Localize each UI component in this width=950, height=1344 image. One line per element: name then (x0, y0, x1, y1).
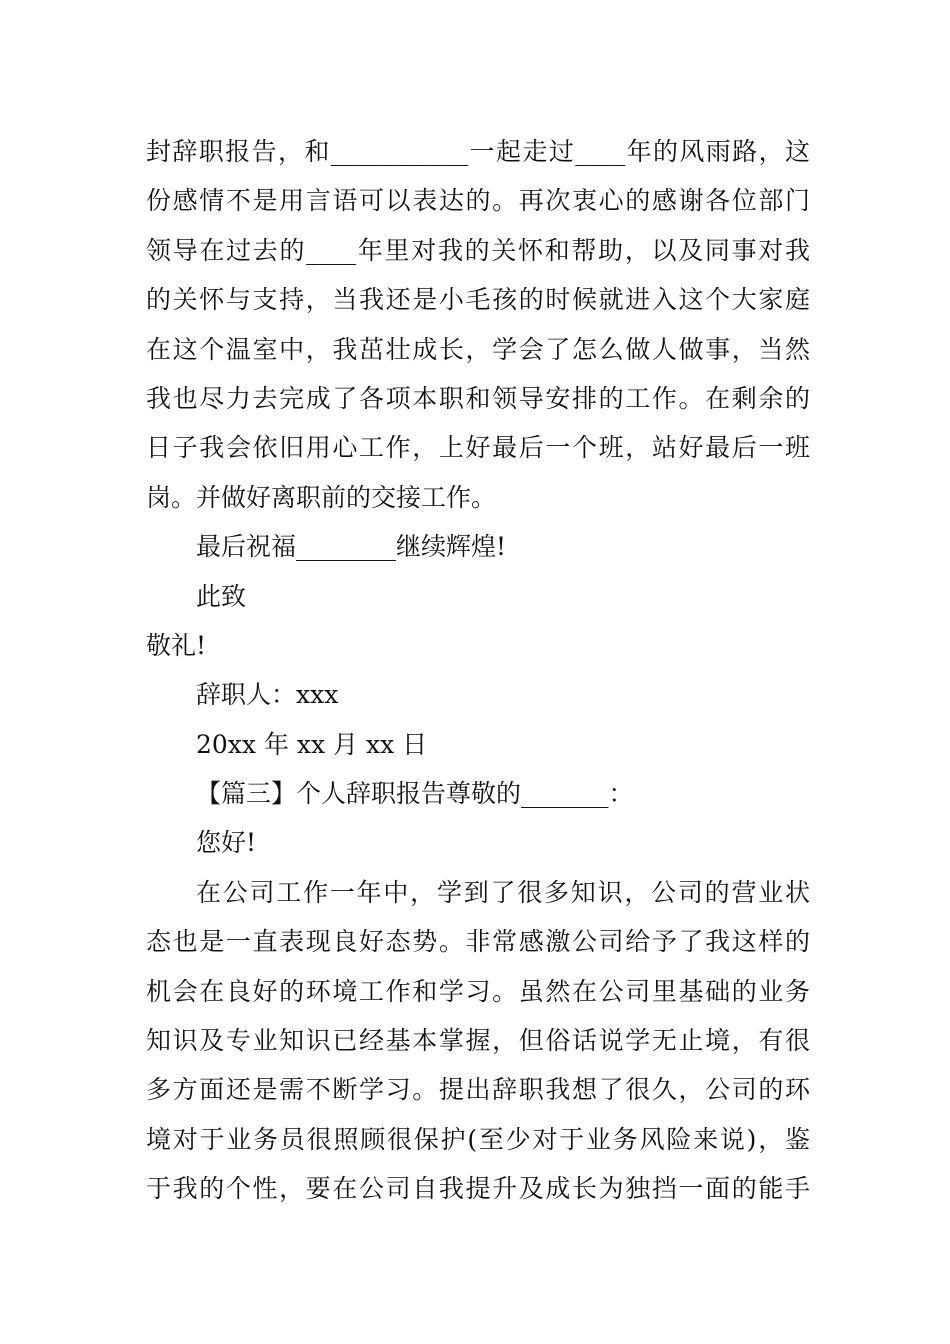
closing-wish: 最后祝福________继续辉煌! (196, 532, 507, 562)
document-body (146, 127, 810, 1214)
text-line: 机会在良好的环境工作和学习。虽然在公司里基础的业务 (146, 976, 810, 1006)
text-line: 我也尽力去完成了各项本职和领导安排的工作。在剩余的 (146, 383, 810, 413)
text-line: 境对于业务员很照顾很保护(至少对于业务风险来说)，鉴 (146, 1124, 810, 1154)
text-line: 封辞职报告，和___________一起走过____年的风雨路，这 (146, 137, 810, 166)
text-line: 在公司工作一年中，学到了很多知识，公司的营业状 (196, 877, 810, 907)
text-line: 多方面还是需不断学习。提出辞职我想了很久，公司的环 (146, 1075, 810, 1105)
text-line: 日子我会依旧用心工作，上好最后一个班，站好最后一班 (146, 433, 810, 463)
salutation-jingli: 敬礼! (146, 630, 207, 660)
text-line: 态也是一直表现良好态势。非常感激公司给予了我这样的 (146, 927, 810, 957)
text-line: 知识及专业知识已经基本掌握，但俗话说学无止境，有很 (146, 1026, 810, 1056)
text-line: 的关怀与支持，当我还是小毛孩的时候就进入这个大家庭 (146, 285, 810, 315)
text-line: 于我的个性，要在公司自我提升及成长为独挡一面的能手 (146, 1174, 810, 1204)
text-line: 份感情不是用言语可以表达的。再次衷心的感谢各位部门 (146, 186, 810, 216)
text-line: 岗。并做好离职前的交接工作。 (146, 482, 497, 512)
text-line: 领导在过去的____年里对我的关怀和帮助，以及同事对我 (146, 235, 810, 265)
salutation-cizhi: 此致 (196, 581, 247, 611)
section-heading: 【篇三】个人辞职报告尊敬的_______： (196, 779, 634, 809)
signature-name: 辞职人：xxx (196, 680, 339, 710)
greeting: 您好! (196, 828, 257, 858)
text-line: 在这个温室中，我茁壮成长，学会了怎么做人做事，当然 (146, 334, 810, 364)
signature-date: 20xx 年 xx 月 xx 日 (196, 729, 428, 759)
